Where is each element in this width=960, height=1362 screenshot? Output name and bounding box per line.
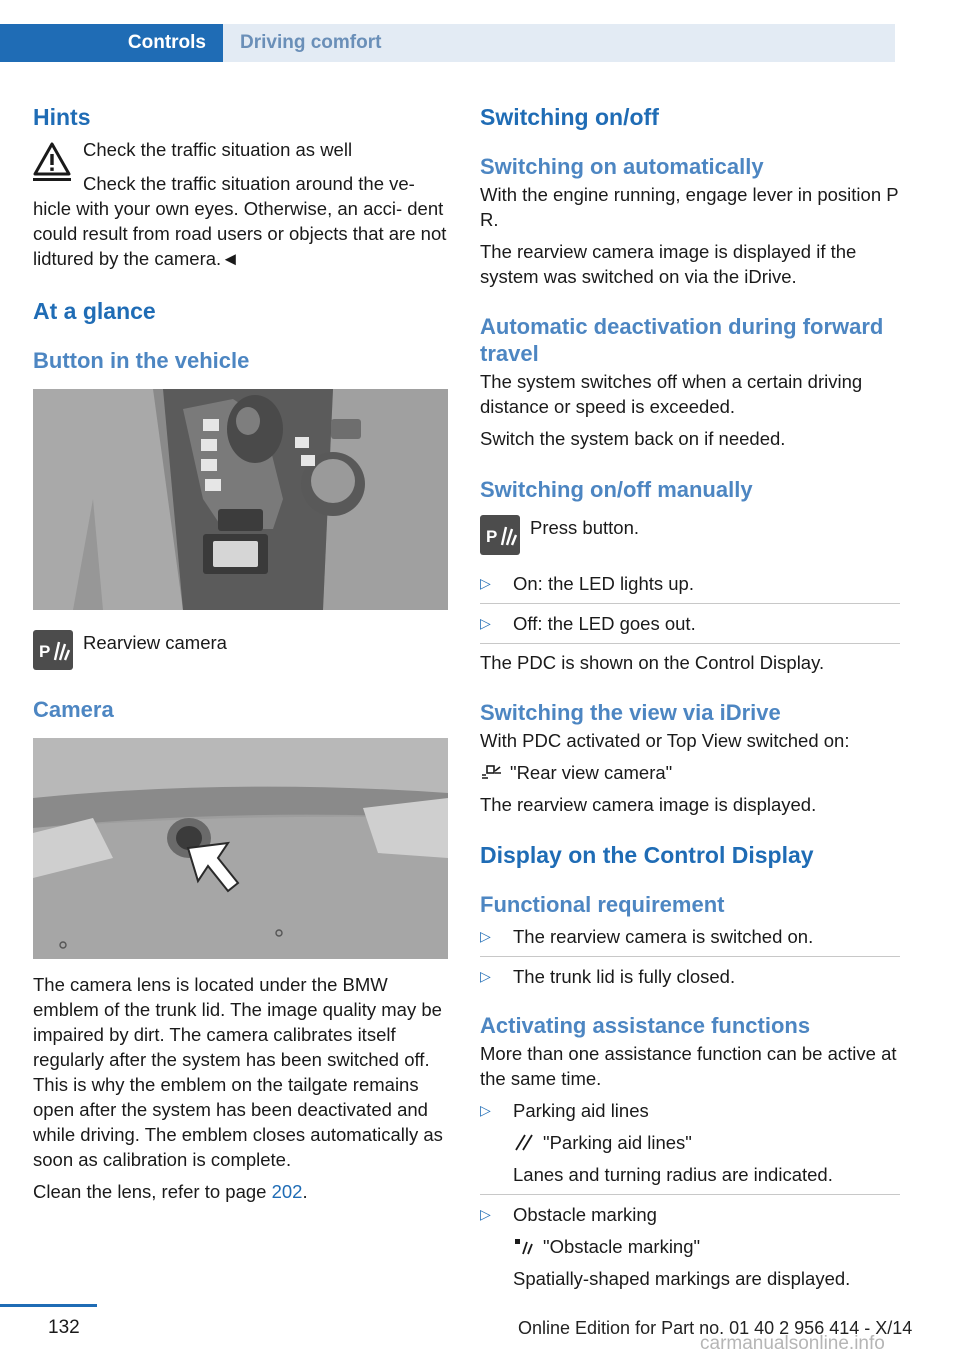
rearview-camera-label: Rearview camera: [83, 632, 227, 653]
parking-aid-lines-desc: Lanes and turning radius are indicated.: [513, 1164, 833, 1185]
functional-requirement-list: [480, 924, 900, 996]
button-in-vehicle-heading: Button in the vehicle: [33, 348, 250, 373]
assistance-list: [480, 1098, 900, 1298]
svg-text:P: P: [39, 642, 51, 661]
auto-on-heading: Switching on automatically: [480, 154, 764, 179]
warning-block: [33, 137, 448, 196]
parking-aid-lines-menu-line: [513, 1130, 900, 1155]
press-button-line: [480, 515, 900, 555]
idrive-heading: Switching the view via iDrive: [480, 700, 781, 725]
pdc-text: The PDC is shown on the Control Display.: [480, 652, 825, 673]
list-item: ▷ The rearview camera is switched on.: [480, 924, 900, 957]
rear-view-camera-label[interactable]: "Rear view camera": [510, 762, 673, 783]
page-number: 132: [48, 1317, 80, 1338]
assistance-heading: Activating assistance functions: [480, 1013, 811, 1038]
switching-heading: Switching on/off: [480, 104, 659, 130]
parking-aid-lines-menu[interactable]: "Parking aid lines": [543, 1132, 692, 1153]
auto-deactivation-heading: Automatic deactivation during forward travel: [480, 314, 884, 366]
idrive-text: With PDC activated or Top View switched on:: [480, 730, 850, 751]
parking-aid-lines-title: Parking aid lines: [513, 1100, 649, 1121]
right-column: [480, 98, 900, 1298]
watermark: carmanualsonline.info: [700, 1333, 885, 1354]
functional-requirement-heading: Functional requirement: [480, 892, 725, 917]
svg-text:P: P: [486, 527, 498, 546]
edition-note: Online Edition for Part no. 01 40 2 956 414 - X/14: [518, 1318, 913, 1338]
clean-lens-suffix: .: [302, 1181, 308, 1202]
assistance-text: More than one assistance function can be active at the same time.: [480, 1043, 897, 1089]
page-header: [0, 24, 895, 62]
auto-deactivation-text: The system switches off when a certain driving distance or speed is exceeded.: [480, 371, 863, 417]
warning-text: hicle with your own eyes. Otherwise, an acci‐ dent could result from road users or objects that are not lidtured by the camera.◄: [33, 198, 447, 269]
trunk-illustration: [33, 738, 448, 959]
camera-heading: Camera: [33, 697, 114, 722]
rear-view-camera-menu: [480, 760, 900, 785]
warning-icon: [33, 141, 71, 181]
obstacle-marking-icon: [513, 1237, 535, 1255]
display-heading: Display on the Control Display: [480, 842, 814, 868]
list-item: ▷ The trunk lid is fully closed.: [480, 964, 900, 996]
obstacle-marking-title: Obstacle marking: [513, 1204, 657, 1225]
list-item: [480, 1098, 900, 1195]
list-item: ▷ On: the LED lights up.: [480, 571, 900, 604]
list-item: ▷ Off: the LED goes out.: [480, 611, 900, 644]
clean-lens-prefix: Clean the lens, refer to page: [33, 1181, 272, 1202]
page-202-link[interactable]: 202: [271, 1181, 303, 1202]
footer-accent-line: [0, 1304, 97, 1307]
pdc-button-icon[interactable]: [480, 515, 520, 555]
rearview-button-line: [33, 630, 448, 670]
warning-title: Check the traffic situation as well: [83, 139, 353, 160]
obstacle-marking-menu-line: [513, 1234, 900, 1259]
auto-deactivation-text-2: Switch the system back on if needed.: [480, 428, 786, 449]
auto-on-text: With the engine running, engage lever in position P R.: [480, 184, 899, 230]
manual-heading: Switching on/off manually: [480, 477, 753, 502]
console-illustration: [33, 389, 448, 610]
obstacle-marking-desc: Spatially-shaped markings are displayed.: [513, 1268, 851, 1289]
console-photo: [33, 389, 448, 610]
idrive-text-2: The rearview camera image is displayed.: [480, 794, 817, 815]
left-column: [33, 98, 448, 1204]
camera-text: The camera lens is located under the BMW emblem of the trunk lid. The image quality may be impaired by dirt. The camera calibrates itself regularly after the system has been switched off. This is why the emblem on the tailgate remains open after the system has been deactivated and while driving. The emblem closes automatically as soon as calibration is complete.: [33, 974, 443, 1170]
manual-list: [480, 571, 900, 644]
press-button-text: Press button.: [530, 517, 640, 538]
tab-controls[interactable]: Controls: [0, 24, 223, 62]
clean-lens-text: [33, 1179, 448, 1204]
list-item: [480, 1202, 900, 1298]
trunk-photo: [33, 738, 448, 959]
at-a-glance-heading: At a glance: [33, 298, 156, 324]
parking-aid-lines-icon: [513, 1133, 535, 1151]
tab-driving-comfort[interactable]: Driving comfort: [223, 24, 895, 62]
hints-heading: Hints: [33, 104, 91, 130]
rear-view-camera-icon: [480, 763, 502, 781]
warning-text-first: Check the traffic situation around the ve‐: [83, 173, 415, 194]
rearview-camera-button-icon[interactable]: [33, 630, 73, 670]
auto-on-text-2: The rearview camera image is displayed if the system was switched on via the iDrive.: [480, 241, 857, 287]
obstacle-marking-menu[interactable]: "Obstacle marking": [543, 1236, 701, 1257]
